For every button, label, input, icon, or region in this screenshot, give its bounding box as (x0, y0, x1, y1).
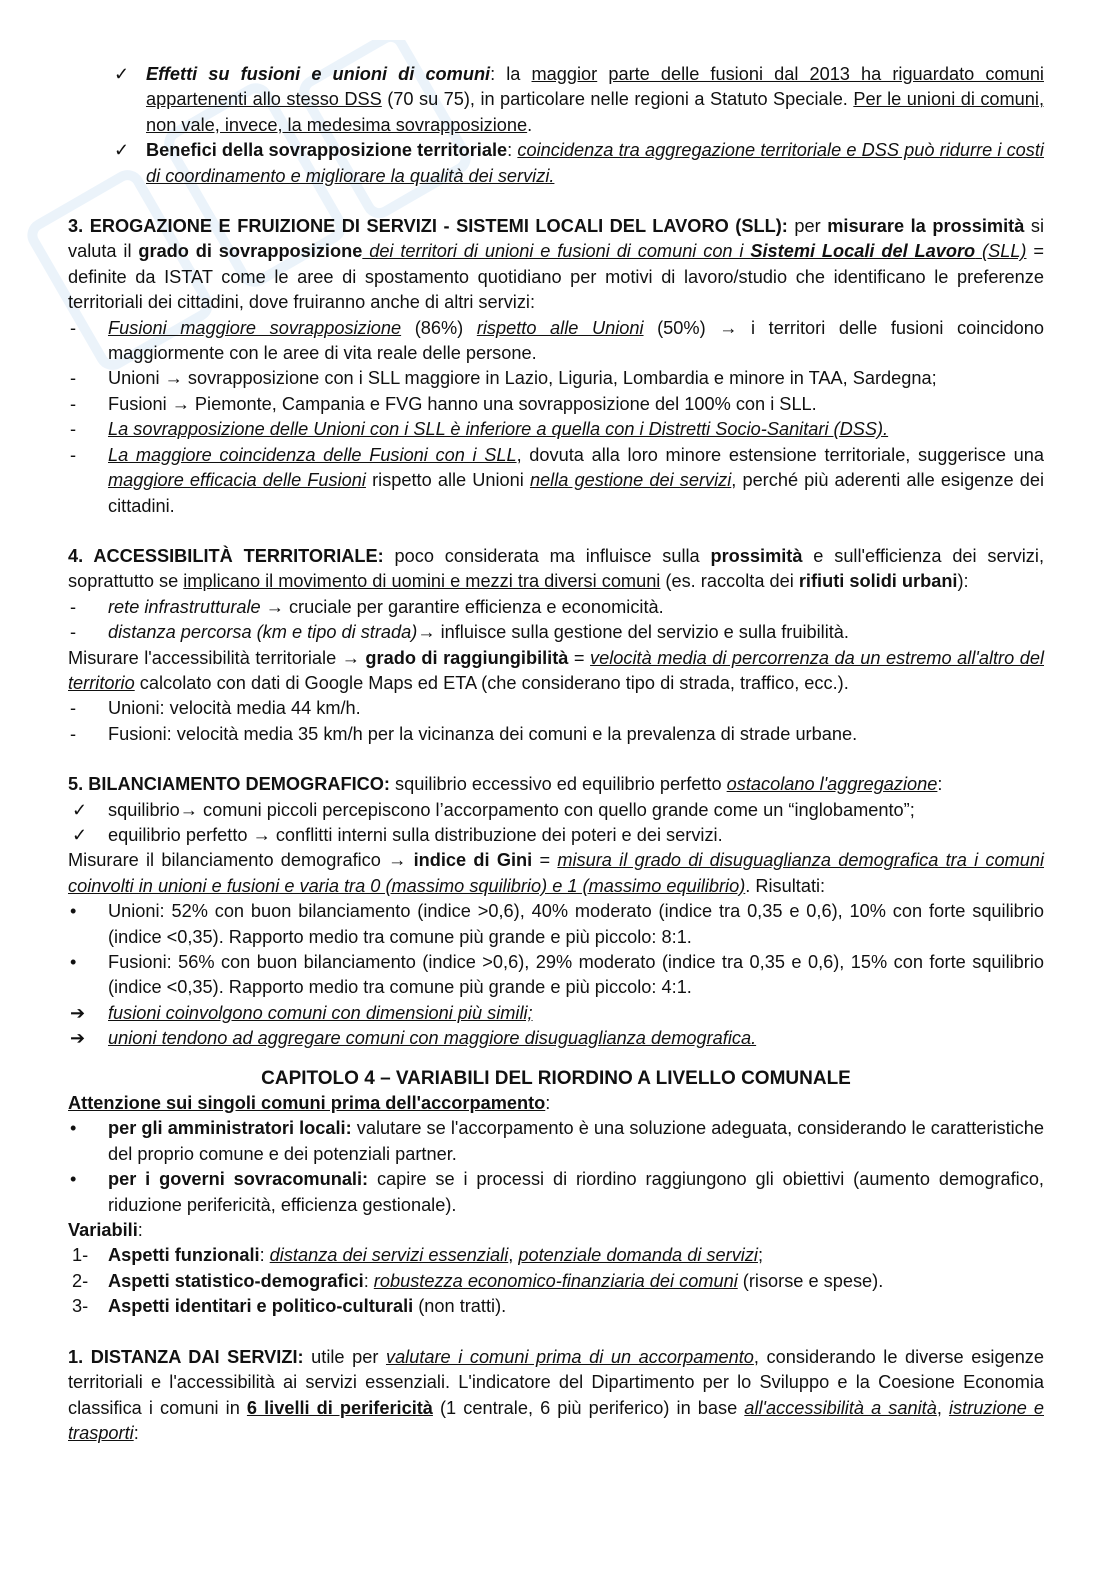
section-5-bullet-list (68, 899, 1044, 1051)
bullet-icon: • (70, 1118, 77, 1139)
section-3-paragraph: 3. EROGAZIONE E FRUIZIONE DI SERVIZI - SISTEMI LOCALI DEL LAVORO (SLL): per misurare la prossimità si valuta il grado di sovrapposizione dei territori di unioni e fusioni di comuni con i Sistemi Locali del Lavoro (SLL) = definite da ISTAT come le aree di spostamento quotidiano per motivi di lavoro/studio che identificano le preferenze territoriali dei cittadini, dove fruiranno anche di altri servizi: (68, 216, 1045, 313)
list-item: ➔ fusioni coinvolgono comuni con dimensioni più simili; (68, 1001, 1044, 1026)
list-item: - La maggiore coincidenza delle Fusioni con i SLL, dovuta alla loro minore estensione territoriale, suggerisce una maggiore efficacia delle Fusioni rispetto alle Unioni nella gestione dei servizi, perché più aderenti alle esigenze dei cittadini. (70, 444, 1045, 516)
arrow-right-icon: ➔ (70, 1028, 86, 1049)
list-item: ✓ squilibrio→ comuni piccoli percepiscono l’accorpamento con quello grande come un “inglobamento”; (68, 798, 1044, 823)
arrow-right-icon: → (265, 596, 284, 617)
list-item: • per i governi sovracomunali: capire se i processi di riordino raggiungono gli obiettivi (aumento demografico, riduzione perifericità, efficienza gestionale). (70, 1169, 1044, 1215)
attention-line: Attenzione sui singoli comuni prima dell'accorpamento: (68, 1093, 551, 1114)
section-5-check-list (68, 798, 1044, 849)
section-5-measure: Misurare il bilanciamento demografico → indice di Gini = misura il grado di disuguaglianza demografica tra i comuni coinvolti in unioni e fusioni e varia tra 0 (massimo squilibrio) e 1 (massimo equilibrio). Risultati: (68, 850, 1044, 896)
list-item: - rete infrastrutturale → cruciale per garantire efficienza e economicità. (70, 596, 664, 617)
arrow-right-icon: → (252, 824, 271, 845)
variabili-label: Variabili: (68, 1220, 143, 1241)
list-item: • Fusioni: 56% con buon bilanciamento (indice >0,6), 29% moderato (indice tra 0,35 e 0,6), 15% con forte squilibrio (indice <0,35). Rapporto medio tra comune più grande e più piccolo: 4:1. (70, 952, 1044, 998)
list-item: 3- Aspetti identitari e politico-culturali (non tratti). (72, 1296, 507, 1317)
list-item: • per gli amministratori locali: valutare se l'accorpamento è una soluzione adeguata, considerando le caratteristiche del proprio comune e dei potenziali partner. (70, 1118, 1044, 1164)
bullet-icon: • (70, 952, 77, 972)
list-item: - Fusioni: velocità media 35 km/h per la vicinanza dei comuni e la prevalenza di strade urbane. (70, 723, 858, 744)
list-item: ✓ Effetti su fusioni e unioni di comuni: la maggior parte delle fusioni dal 2013 ha riguardato comuni appartenenti allo stesso DSS (70 su 75), in particolare nelle regioni a Statuto Speciale. Per le unioni di comuni, non vale, invece, la medesima sovrapposizione. (114, 64, 1044, 135)
list-item: ✓ equilibrio perfetto → conflitti interni sulla distribuzione dei poteri e dei servizi. (68, 823, 1044, 848)
bullet-icon: • (70, 1169, 77, 1190)
document-page (68, 62, 1044, 1446)
arrow-right-icon: → (388, 850, 407, 871)
section-4-list-b (68, 696, 1044, 747)
arrow-right-icon: → (164, 368, 183, 389)
list-item: - Unioni: velocità media 44 km/h. (70, 698, 361, 719)
list-item: - Fusioni → Piemonte, Campania e FVG hanno una sovrapposizione del 100% con i SLL. (70, 393, 817, 414)
chapter-4-bullet-list (68, 1116, 1044, 1218)
checkmark-icon: ✓ (72, 799, 88, 820)
list-item: - La sovrapposizione delle Unioni con i SLL è inferiore a quella con i Distretti Socio-Sanitari (DSS). (70, 419, 889, 440)
list-item: - Fusioni maggiore sovrapposizione (86%) rispetto alle Unioni (50%) → i territori delle fusioni coincidono maggiormente con le aree di vita reale delle persone. (70, 317, 1045, 364)
arrow-right-icon: → (171, 393, 190, 414)
top-check-list (68, 62, 1044, 189)
checkmark-icon: ✓ (72, 824, 88, 845)
arrow-right-icon: → (719, 317, 738, 338)
list-item: ✓ Benefici della sovrapposizione territoriale: coincidenza tra aggregazione territoriale e DSS può ridurre i costi di coordinamento e migliorare la qualità dei servizi. (114, 140, 1044, 186)
list-item: ➔ unioni tendono ad aggregare comuni con maggiore disuguaglianza demografica. (68, 1026, 1044, 1051)
arrow-right-icon: → (341, 647, 360, 668)
section-1-paragraph: 1. DISTANZA DAI SERVIZI: utile per valutare i comuni prima di un accorpamento, considerando le diverse esigenze territoriali e l'accessibilità ai servizi essenziali. L'indicatore del Dipartimento per lo Sviluppo e la Coesione Economia classifica i comuni in 6 livelli di perifericità (1 centrale, 6 più periferico) in base all'accessibilità a sanità, istruzione e trasporti: (68, 1346, 1045, 1443)
list-item: 1- Aspetti funzionali: distanza dei servizi essenziali, potenziale domanda di servizi; (72, 1245, 764, 1266)
chapter-title: CAPITOLO 4 – VARIABILI DEL RIORDINO A LIVELLO COMUNALE (261, 1067, 851, 1089)
section-4-paragraph: 4. ACCESSIBILITÀ TERRITORIALE: poco considerata ma influisce sulla prossimità e sull'efficienza dei servizi, soprattutto se implicano il movimento di uomini e mezzi tra diversi comuni (es. raccolta dei rifiuti solidi urbani): (68, 545, 1044, 592)
arrow-right-icon: → (417, 622, 436, 643)
list-item: - distanza percorsa (km e tipo di strada)→ influisce sulla gestione del servizio e sulla fruibilità. (70, 622, 849, 643)
bullet-icon: • (70, 901, 77, 922)
checkmark-icon: ✓ (114, 140, 130, 161)
section-5-paragraph: 5. BILANCIAMENTO DEMOGRAFICO: squilibrio eccessivo ed equilibrio perfetto ostacolano l'aggregazione: (68, 774, 943, 795)
list-item: - Unioni → sovrapposizione con i SLL maggiore in Lazio, Liguria, Lombardia e minore in TAA, Sardegna; (70, 368, 937, 389)
list-item: 2- Aspetti statistico-demografici: robustezza economico-finanziaria dei comuni (risorse e spese). (72, 1270, 884, 1291)
arrow-right-icon: → (179, 799, 198, 820)
arrow-right-icon: ➔ (70, 1002, 86, 1023)
section-4-measure: Misurare l'accessibilità territoriale → grado di raggiungibilità = velocità media di percorrenza da un estremo all'altro del territorio calcolato con dati di Google Maps ed ETA (che considerano tipo di strada, traffico, ecc.). (68, 647, 1044, 693)
checkmark-icon: ✓ (114, 64, 130, 84)
list-item: • Unioni: 52% con buon bilanciamento (indice >0,6), 40% moderato (indice tra 0,35 e 0,6), 10% con forte squilibrio (indice <0,35). Rapporto medio tra comune più grande e più piccolo: 8:1. (70, 901, 1044, 947)
variabili-list (68, 1243, 1044, 1319)
section-3-list (68, 316, 1044, 519)
section-4-list-a (68, 595, 1044, 646)
